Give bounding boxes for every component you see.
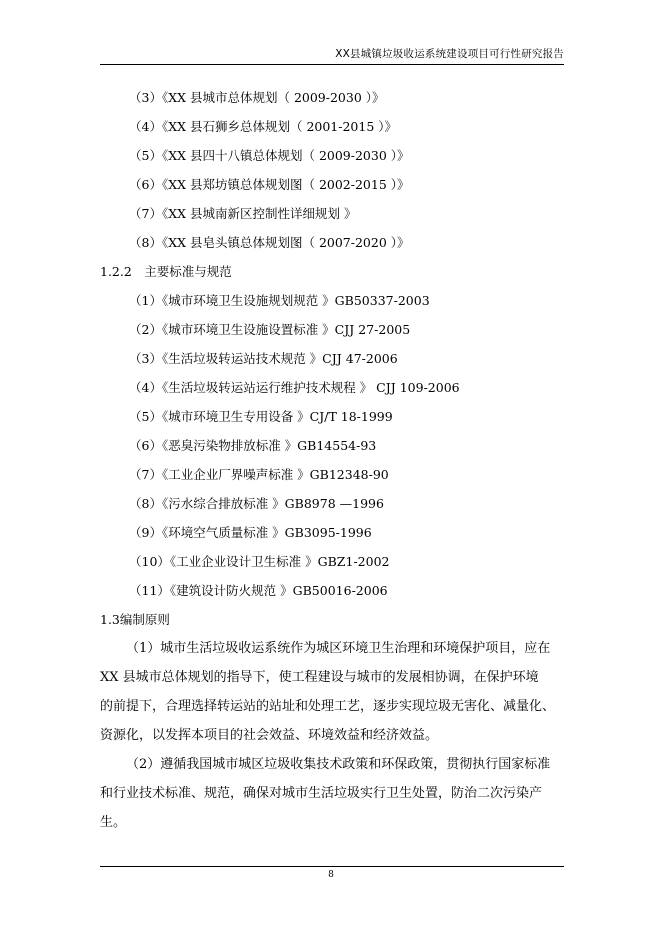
plan-item-6: （6）《XX 县郑坊镇总体规划图（ 2002-2015 ）》 xyxy=(129,177,410,192)
footer-rule xyxy=(100,866,564,867)
standard-item-8: （8）《污水综合排放标准 》GB8978 —1996 xyxy=(129,496,384,511)
principle-2-line: （2）遵循我国城市城区垃圾收集技术政策和环保政策，贯彻执行国家标准 xyxy=(126,757,551,772)
standard-item-9: （9）《环境空气质量标准 》GB3095-1996 xyxy=(129,525,372,540)
plan-item-7: （7）《XX 县城南新区控制性详细规划 》 xyxy=(129,206,357,221)
page-number: 8 xyxy=(328,870,334,880)
standard-item-7: （7）《工业企业厂界噪声标准 》GB12348-90 xyxy=(129,467,389,482)
principle-1-line: XX 县城市总体规划的指导下，使工程建设与城市的发展相协调，在保护环境 xyxy=(100,670,539,685)
standard-item-5: （5）《城市环境卫生专用设备 》CJ/T 18-1999 xyxy=(129,409,393,424)
principle-1-line: （1）城市生活垃圾收运系统作为城区环境卫生治理和环境保护项目，应在 xyxy=(126,641,551,656)
standard-item-4: （4）《生活垃圾转运站运行维护技术规程 》 CJJ 109-2006 xyxy=(129,380,460,395)
plan-item-8: （8）《XX 县皂头镇总体规划图（ 2007-2020 ）》 xyxy=(129,235,410,250)
principle-2-line: 生。 xyxy=(100,815,127,830)
standard-item-2: （2）《城市环境卫生设施设置标准 》CJJ 27-2005 xyxy=(129,322,411,337)
standard-item-3: （3）《生活垃圾转运站技术规范 》CJJ 47-2006 xyxy=(129,351,398,366)
standard-item-6: （6）《恶臭污染物排放标准 》GB14554-93 xyxy=(129,438,377,453)
plan-item-4: （4）《XX 县石狮乡总体规划（ 2001-2015 ）》 xyxy=(129,119,398,134)
section-heading-1-2-2: 1.2.2 主要标准与规范 xyxy=(100,264,232,279)
principle-1-line: 资源化，以发挥本项目的社会效益、环境效益和经济效益。 xyxy=(100,728,439,743)
principle-2-line: 和行业技术标准、规范，确保对城市生活垃圾实行卫生处置，防治二次污染产 xyxy=(100,786,543,801)
plan-item-3: （3）《XX 县城市总体规划（ 2009-2030 ）》 xyxy=(129,90,385,105)
plan-item-5: （5）《XX 县四十八镇总体规划（ 2009-2030 ）》 xyxy=(129,148,410,163)
header-title: XX县城镇垃圾收运系统建设项目可行性研究报告 xyxy=(335,48,564,60)
standard-item-10: （10）《工业企业设计卫生标准 》GBZ1-2002 xyxy=(129,554,390,569)
standard-item-1: （1）《城市环境卫生设施规划规范 》GB50337-2003 xyxy=(129,293,430,308)
section-heading-1-3: 1.3编制原则 xyxy=(100,612,170,627)
standard-item-11: （11）《建筑设计防火规范 》GB50016-2006 xyxy=(129,583,388,598)
page-header xyxy=(100,44,564,65)
principle-1-line: 的前提下，合理选择转运站的站址和处理工艺，逐步实现垃圾无害化、减量化、 xyxy=(100,699,556,714)
